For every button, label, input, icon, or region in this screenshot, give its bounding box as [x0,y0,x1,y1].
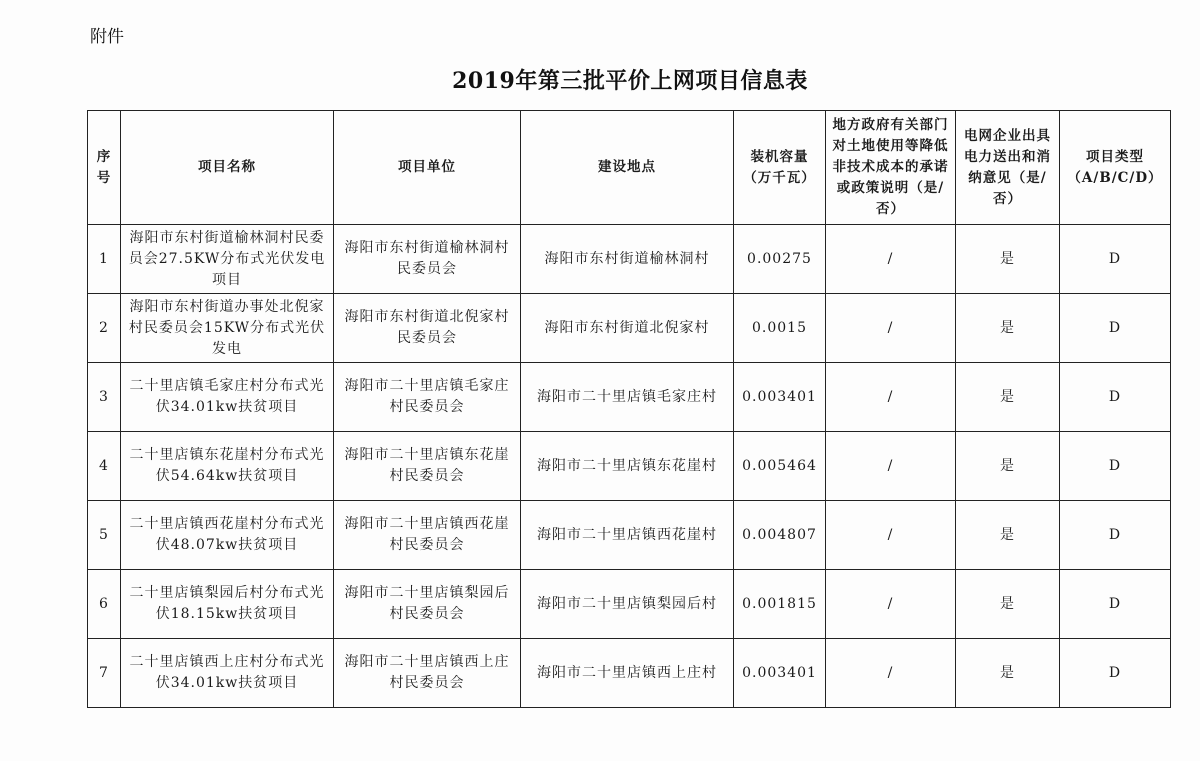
cell-project-type: D [1060,639,1171,708]
cell-index: 3 [88,363,121,432]
cell-capacity: 0.00275 [734,225,826,294]
header-location: 建设地点 [521,111,734,225]
cell-location: 海阳市二十里店镇西花崖村 [521,501,734,570]
table-row [88,363,1171,432]
table-header-row [88,111,1171,225]
cell-location: 海阳市东村街道榆林洞村 [521,225,734,294]
cell-project-name: 二十里店镇西花崖村分布式光伏48.07kw扶贫项目 [121,501,334,570]
header-project-unit: 项目单位 [334,111,521,225]
header-project-type: 项目类型（A/B/C/D） [1060,111,1171,225]
header-gov-commitment: 地方政府有关部门对土地使用等降低非技术成本的承诺或政策说明（是/否） [826,111,956,225]
cell-project-name: 二十里店镇毛家庄村分布式光伏34.01kw扶贫项目 [121,363,334,432]
cell-gov-commitment: / [826,432,956,501]
cell-capacity: 0.003401 [734,639,826,708]
cell-project-type: D [1060,294,1171,363]
cell-project-type: D [1060,225,1171,294]
cell-index: 2 [88,294,121,363]
cell-project-unit: 海阳市东村街道榆林洞村民委员会 [334,225,521,294]
cell-grid-opinion: 是 [956,363,1060,432]
table-row [88,639,1171,708]
cell-project-unit: 海阳市东村街道北倪家村民委员会 [334,294,521,363]
document-title: 2019年第三批平价上网项目信息表 [452,68,808,94]
cell-index: 5 [88,501,121,570]
cell-gov-commitment: / [826,570,956,639]
cell-location: 海阳市二十里店镇东花崖村 [521,432,734,501]
cell-project-unit: 海阳市二十里店镇毛家庄村民委员会 [334,363,521,432]
cell-project-type: D [1060,570,1171,639]
cell-grid-opinion: 是 [956,501,1060,570]
cell-index: 7 [88,639,121,708]
cell-project-unit: 海阳市二十里店镇东花崖村民委员会 [334,432,521,501]
cell-capacity: 0.003401 [734,363,826,432]
cell-project-name: 二十里店镇梨园后村分布式光伏18.15kw扶贫项目 [121,570,334,639]
cell-project-name: 二十里店镇东花崖村分布式光伏54.64kw扶贫项目 [121,432,334,501]
cell-index: 4 [88,432,121,501]
cell-grid-opinion: 是 [956,294,1060,363]
cell-project-unit: 海阳市二十里店镇西花崖村民委员会 [334,501,521,570]
cell-project-unit: 海阳市二十里店镇西上庄村民委员会 [334,639,521,708]
cell-gov-commitment: / [826,639,956,708]
table-row [88,570,1171,639]
cell-capacity: 0.004807 [734,501,826,570]
cell-location: 海阳市二十里店镇梨园后村 [521,570,734,639]
cell-project-type: D [1060,432,1171,501]
cell-capacity: 0.001815 [734,570,826,639]
header-project-name: 项目名称 [121,111,334,225]
cell-grid-opinion: 是 [956,639,1060,708]
cell-location: 海阳市二十里店镇毛家庄村 [521,363,734,432]
cell-gov-commitment: / [826,501,956,570]
attachment-label: 附件 [90,27,124,47]
cell-grid-opinion: 是 [956,225,1060,294]
project-info-table [87,110,1171,708]
cell-gov-commitment: / [826,225,956,294]
table-row [88,225,1171,294]
cell-grid-opinion: 是 [956,432,1060,501]
cell-location: 海阳市东村街道北倪家村 [521,294,734,363]
cell-location: 海阳市二十里店镇西上庄村 [521,639,734,708]
table-row [88,501,1171,570]
cell-project-name: 海阳市东村街道办事处北倪家村民委员会15KW分布式光伏发电 [121,294,334,363]
cell-project-name: 海阳市东村街道榆林洞村民委员会27.5KW分布式光伏发电项目 [121,225,334,294]
cell-project-name: 二十里店镇西上庄村分布式光伏34.01kw扶贫项目 [121,639,334,708]
cell-project-type: D [1060,501,1171,570]
cell-grid-opinion: 是 [956,570,1060,639]
cell-gov-commitment: / [826,363,956,432]
cell-index: 1 [88,225,121,294]
cell-capacity: 0.005464 [734,432,826,501]
cell-index: 6 [88,570,121,639]
cell-capacity: 0.0015 [734,294,826,363]
table-row [88,432,1171,501]
header-grid-opinion: 电网企业出具电力送出和消纳意见（是/否） [956,111,1060,225]
header-capacity: 装机容量（万千瓦） [734,111,826,225]
table-row [88,294,1171,363]
header-index: 序号 [88,111,121,225]
cell-project-unit: 海阳市二十里店镇梨园后村民委员会 [334,570,521,639]
cell-project-type: D [1060,363,1171,432]
cell-gov-commitment: / [826,294,956,363]
